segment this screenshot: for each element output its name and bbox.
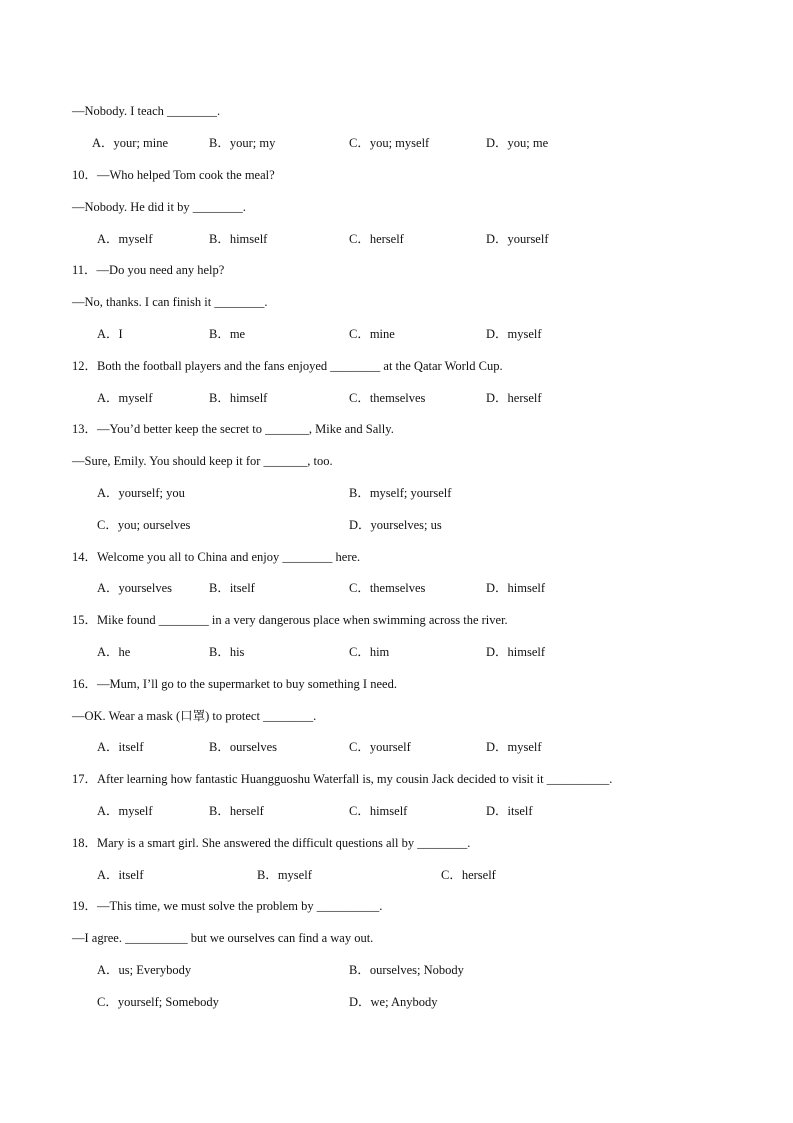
- q19-option-b: B．ourselves; Nobody: [349, 963, 464, 977]
- q18-option-b: B．myself: [257, 868, 312, 882]
- q12-option-a: A．myself: [97, 391, 153, 405]
- q15-stem: 15．Mike found ________ in a very dangerous place when swimming across the river.: [72, 613, 508, 627]
- q17-option-c: C．himself: [349, 804, 408, 818]
- q18-stem: 18．Mary is a smart girl. She answered the difficult questions all by ________.: [72, 836, 471, 850]
- q19-option-c: C．yourself; Somebody: [97, 995, 219, 1009]
- q17-option-b: B．herself: [209, 804, 264, 818]
- q13-option-d: D．yourselves; us: [349, 518, 442, 532]
- q19-stem: 19．—This time, we must solve the problem by __________.: [72, 899, 383, 913]
- q9-answer-line: —Nobody. I teach ________.: [72, 104, 221, 118]
- q14-option-a: A．yourselves: [97, 581, 172, 595]
- q10-answer-line: —Nobody. He did it by ________.: [72, 200, 246, 214]
- q14-option-b: B．itself: [209, 581, 255, 595]
- q11-option-a: A．I: [97, 327, 123, 341]
- q16-answer-line: —OK. Wear a mask (口罩) to protect ________.: [72, 709, 317, 723]
- q19-option-d: D．we; Anybody: [349, 995, 438, 1009]
- q17-stem: 17．After learning how fantastic Huangguoshu Waterfall is, my cousin Jack decided to visit it __________.: [72, 772, 613, 786]
- q13-option-c: C．you; ourselves: [97, 518, 191, 532]
- q10-option-d: D．yourself: [486, 232, 549, 246]
- q12-option-c: C．themselves: [349, 391, 426, 405]
- q10-option-a: A．myself: [97, 232, 153, 246]
- q12-stem: 12．Both the football players and the fans enjoyed ________ at the Qatar World Cup.: [72, 359, 503, 373]
- q16-option-c: C．yourself: [349, 740, 411, 754]
- q10-stem: 10．—Who helped Tom cook the meal?: [72, 168, 275, 182]
- q16-option-a: A．itself: [97, 740, 144, 754]
- q13-option-a: A．yourself; you: [97, 486, 185, 500]
- q19-option-a: A．us; Everybody: [97, 963, 192, 977]
- q18-option-c: C．herself: [441, 868, 496, 882]
- q9-option-d: D．you; me: [486, 136, 549, 150]
- q15-option-c: C．him: [349, 645, 390, 659]
- q11-stem: 11．—Do you need any help?: [72, 263, 225, 277]
- q14-option-c: C．themselves: [349, 581, 426, 595]
- q14-stem: 14．Welcome you all to China and enjoy ________ here.: [72, 550, 361, 564]
- q11-option-d: D．myself: [486, 327, 542, 341]
- q19-answer-line: —I agree. __________ but we ourselves can find a way out.: [72, 931, 374, 945]
- q10-option-c: C．herself: [349, 232, 404, 246]
- q11-answer-line: —No, thanks. I can finish it ________.: [72, 295, 268, 309]
- q14-option-d: D．himself: [486, 581, 546, 595]
- q9-option-c: C．you; myself: [349, 136, 430, 150]
- q15-option-d: D．himself: [486, 645, 546, 659]
- q13-stem: 13．—You’d better keep the secret to _______, Mike and Sally.: [72, 422, 394, 436]
- q13-option-b: B．myself; yourself: [349, 486, 452, 500]
- q17-option-d: D．itself: [486, 804, 533, 818]
- q15-option-b: B．his: [209, 645, 245, 659]
- q9-option-b: B．your; my: [209, 136, 276, 150]
- q13-answer-line: —Sure, Emily. You should keep it for _______, too.: [72, 454, 333, 468]
- q9-option-a: A．your; mine: [92, 136, 169, 150]
- q16-option-b: B．ourselves: [209, 740, 278, 754]
- q15-option-a: A．he: [97, 645, 131, 659]
- q18-option-a: A．itself: [97, 868, 144, 882]
- q17-option-a: A．myself: [97, 804, 153, 818]
- q12-option-d: D．herself: [486, 391, 542, 405]
- q16-option-d: D．myself: [486, 740, 542, 754]
- q11-option-c: C．mine: [349, 327, 395, 341]
- q10-option-b: B．himself: [209, 232, 268, 246]
- q16-stem: 16．—Mum, I’ll go to the supermarket to buy something I need.: [72, 677, 397, 691]
- q12-option-b: B．himself: [209, 391, 268, 405]
- q11-option-b: B．me: [209, 327, 246, 341]
